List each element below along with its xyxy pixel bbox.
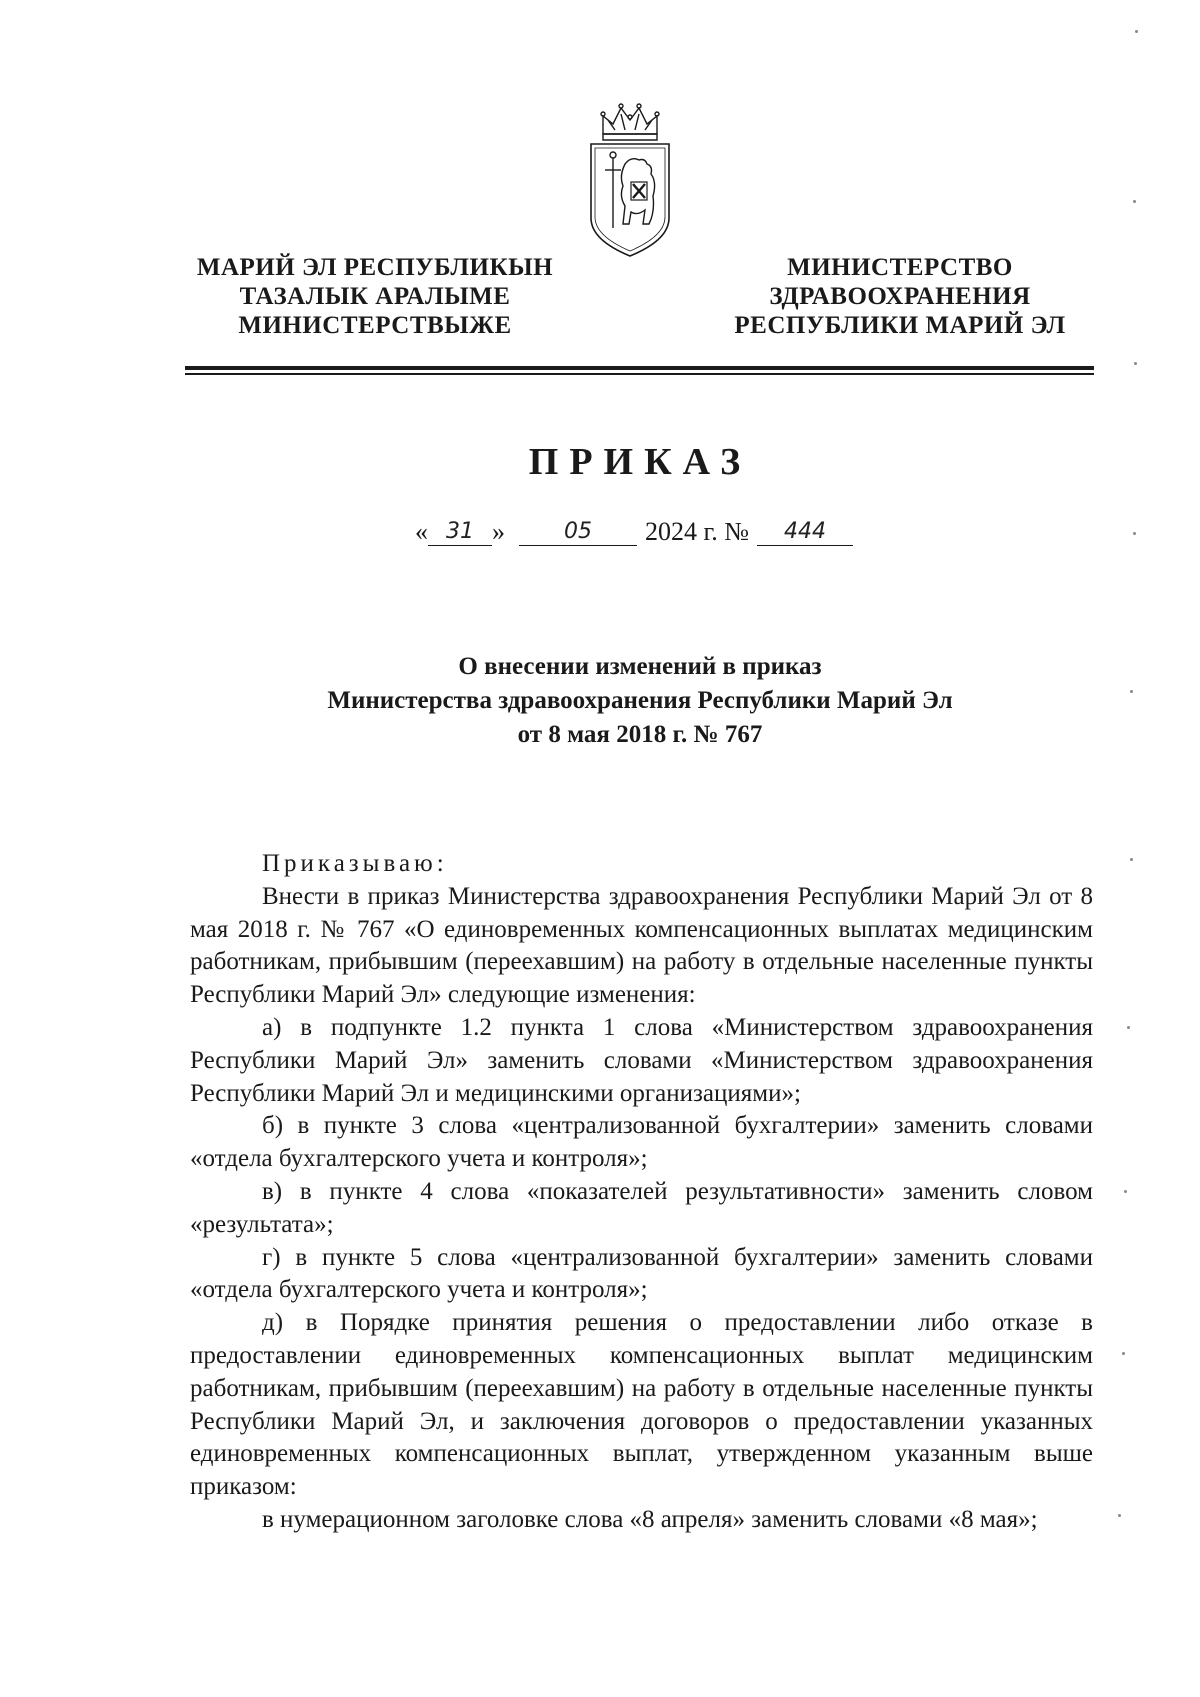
paragraph-item-d: д) в Порядке принятия решения о предоставлении либо отказе в предоставлении единовременных компенсационных выплат медицинским работникам, прибывшим (переехавшим) на работу в отдельные населенные пункты Республики Марий Эл, и заключения договоров о предоставлении указанных единовременных компенсационных выплат, утвержденном указанным выше приказом: <box>190 1309 1093 1501</box>
coat-of-arms-emblem <box>585 100 675 260</box>
subject-line-2: Министерства здравоохранения Республики Марий Эл <box>327 687 953 714</box>
paragraph-item-g: г) в пункте 5 слова «централизованной бухгалтерии» заменить словами «отдела бухгалтерского учета и контроля»; <box>190 1243 1093 1304</box>
scan-speck <box>1133 200 1136 203</box>
header-left-line-3: МИНИСТЕРСТВЫЖЕ <box>238 312 512 339</box>
scan-speck <box>1133 532 1136 535</box>
order-word: Приказываю: <box>262 850 448 877</box>
header-left-marii <box>170 253 580 340</box>
subject-line-3: от 8 мая 2018 г. № 767 <box>517 721 763 748</box>
subject-line-1: О внесении изменений в приказ <box>458 653 822 680</box>
date-day-handwritten: 31 <box>428 519 492 546</box>
header-divider-thin <box>185 373 1094 375</box>
header-divider-thick <box>185 366 1094 370</box>
scan-speck <box>1130 690 1133 693</box>
scan-speck <box>1118 1514 1121 1517</box>
date-year-text: 2024 г. № <box>645 517 750 546</box>
scan-speck <box>1135 30 1138 33</box>
scan-speck <box>1122 1352 1125 1355</box>
header-right-line-2: ЗДРАВООХРАНЕНИЯ <box>769 283 1031 310</box>
scan-speck <box>1130 858 1133 861</box>
date-month-handwritten: 05 <box>519 519 637 546</box>
header-right-line-1: МИНИСТЕРСТВО <box>787 254 1013 281</box>
date-number-line <box>415 518 853 546</box>
paragraph-item-b: б) в пункте 3 слова «централизованной бухгалтерии» заменить словами «отдела бухгалтерского учета и контроля»; <box>190 1112 1093 1173</box>
paragraph-item-a: а) в подпункте 1.2 пункта 1 слова «Министерством здравоохранения Республики Марий Эл» заменить словами «Министерством здравоохранения Республики Марий Эл и медицинскими организациями»; <box>190 1013 1093 1107</box>
paragraph-intro: Внести в приказ Министерства здравоохранения Республики Марий Эл от 8 мая 2018 г. № 767 «О единовременных компенсационных выплатах медицинским работникам, прибывшим (переехавшим) на работу в отдельные населенные пункты Республики Марий Эл» следующие изменения: <box>190 882 1093 1009</box>
scan-speck <box>1134 362 1137 365</box>
paragraph-item-v: в) в пункте 4 слова «показателей результативности» заменить словом «результата»; <box>190 1177 1093 1238</box>
date-close-quote: » <box>492 517 505 546</box>
scan-speck <box>1127 1026 1130 1029</box>
header-right-line-3: РЕСПУБЛИКИ МАРИЙ ЭЛ <box>734 312 1066 339</box>
order-body <box>190 848 1093 1537</box>
order-subject <box>0 650 1200 752</box>
header-right-russian <box>720 253 1080 340</box>
paragraph-numbering-heading: в нумерационном заголовке слова «8 апреля» заменить словами «8 мая»; <box>262 1505 1038 1533</box>
date-open-quote: « <box>415 517 428 546</box>
scan-speck <box>1124 1190 1127 1193</box>
header-left-line-2: ТАЗАЛЫК АРАЛЫМЕ <box>239 283 511 310</box>
order-number-handwritten: 444 <box>757 519 853 546</box>
header-left-line-1: МАРИЙ ЭЛ РЕСПУБЛИКЫН <box>196 254 554 281</box>
document-title: ПРИКАЗ <box>528 441 752 483</box>
